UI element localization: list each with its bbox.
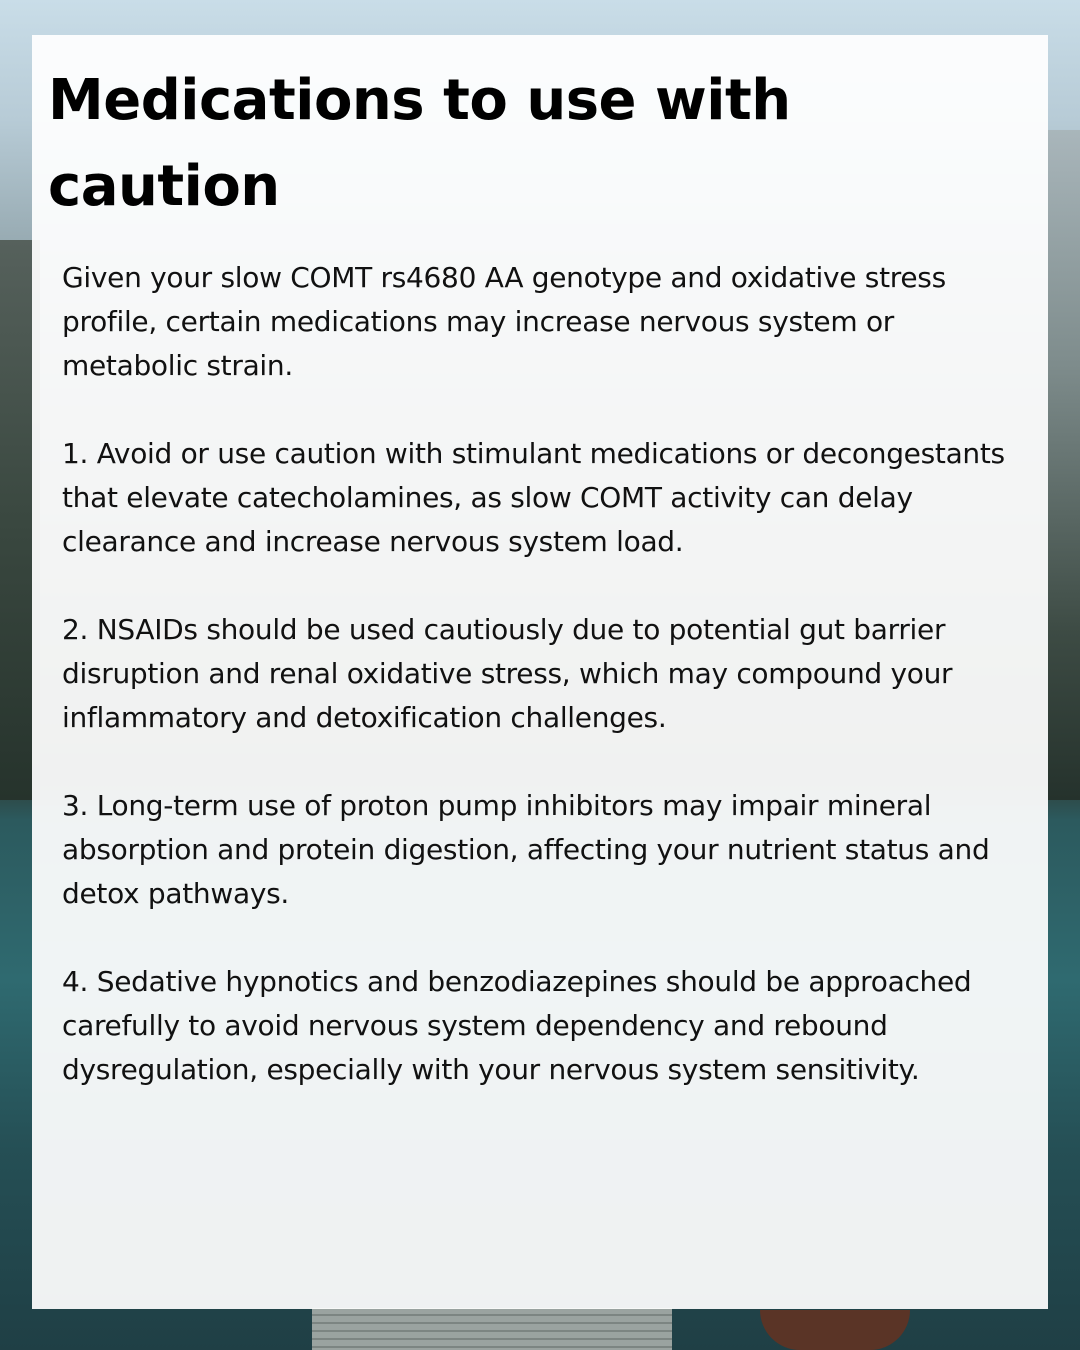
caution-item-1: 1. Avoid or use caution with stimulant medications or decongestants that elevate catecholamines, as slow COMT activity can delay clearance and increase nervous system load. <box>62 437 1005 558</box>
body-text <box>62 256 1008 1136</box>
background-boat <box>760 1310 910 1350</box>
background-dock <box>312 1308 672 1350</box>
background-right-cliff <box>1048 130 1080 800</box>
caution-item-2: 2. NSAIDs should be used cautiously due to potential gut barrier disruption and renal oxidative stress, which may compound your inflammatory and detoxification challenges. <box>62 613 953 734</box>
page-title: Medications to use with caution <box>48 68 791 219</box>
intro-paragraph: Given your slow COMT rs4680 AA genotype and oxidative stress profile, certain medications may increase nervous system or metabolic strain. <box>62 261 946 382</box>
caution-item-3: 3. Long-term use of proton pump inhibitors may impair mineral absorption and protein digestion, affecting your nutrient status and detox pathways. <box>62 789 990 910</box>
caution-item-4: 4. Sedative hypnotics and benzodiazepines should be approached carefully to avoid nervous system dependency and rebound dysregulation, especially with your nervous system sensitivity. <box>62 965 972 1086</box>
